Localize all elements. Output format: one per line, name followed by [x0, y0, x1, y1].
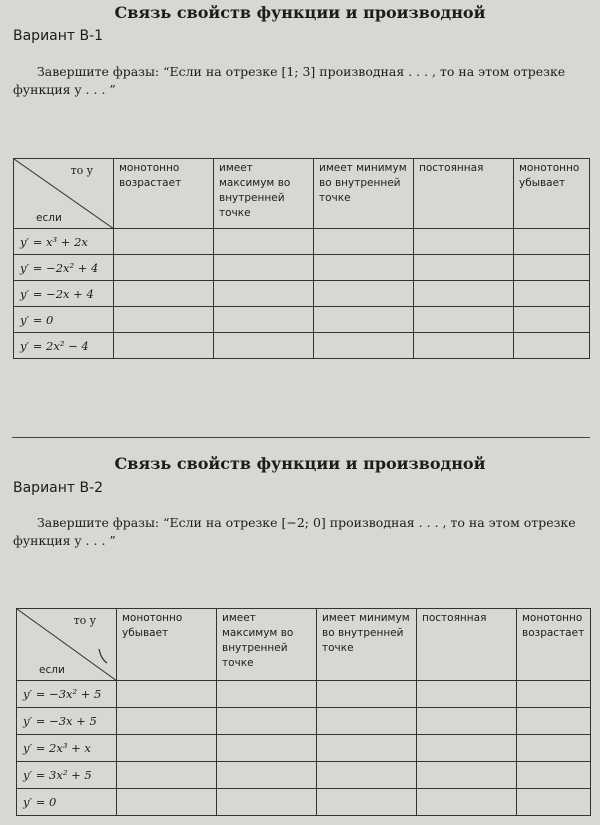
answer-cell[interactable] [214, 255, 314, 281]
column-header: имеет минимум во внутренней точке [314, 159, 414, 229]
answer-cell[interactable] [514, 307, 590, 333]
answer-cell[interactable] [114, 229, 214, 255]
corner-label-bottom: если [36, 212, 62, 224]
row-function: y′ = 0 [17, 789, 117, 816]
answer-cell[interactable] [517, 681, 591, 708]
corner-label-bottom: если [39, 664, 65, 676]
answer-cell[interactable] [517, 735, 591, 762]
answer-cell[interactable] [417, 681, 517, 708]
table-row [17, 735, 591, 762]
answer-cell[interactable] [414, 229, 514, 255]
row-function: y′ = 2x³ + x [17, 735, 117, 762]
answer-cell[interactable] [414, 255, 514, 281]
variant2-table [16, 608, 591, 816]
variant2-task-text: Завершите фразы: “Если на отрезке [−2; 0] производная . . . , то на этом отрезке функция y . . . ” [13, 515, 576, 548]
variant1-title: Связь свойств функции и производной [114, 3, 486, 22]
row-function: y′ = −3x + 5 [17, 708, 117, 735]
row-function: y′ = −2x² + 4 [14, 255, 114, 281]
row-function: y′ = 2x² − 4 [14, 333, 114, 359]
answer-cell[interactable] [117, 789, 217, 816]
answer-cell[interactable] [514, 333, 590, 359]
variant1-header-row [14, 159, 590, 229]
variant1-task-text: Завершите фразы: “Если на отрезке [1; 3] производная . . . , то на этом отрезке функция y . . . ” [13, 64, 566, 97]
variant2-title: Связь свойств функции и производной [114, 454, 486, 473]
row-function: y′ = −2x + 4 [14, 281, 114, 307]
table-row [14, 281, 590, 307]
answer-cell[interactable] [214, 281, 314, 307]
variant1-label: Вариант В-1 [13, 28, 104, 44]
answer-cell[interactable] [317, 735, 417, 762]
row-function: y′ = 0 [14, 307, 114, 333]
corner-diagonal-line [14, 159, 114, 229]
row-function: y′ = x³ + 2x [14, 229, 114, 255]
answer-cell[interactable] [414, 333, 514, 359]
answer-cell[interactable] [317, 708, 417, 735]
column-header: постоянная [417, 609, 517, 681]
table-row [14, 307, 590, 333]
column-header: постоянная [414, 159, 514, 229]
column-header: имеет максимум во внутренней точке [217, 609, 317, 681]
answer-cell[interactable] [317, 762, 417, 789]
table-row [14, 255, 590, 281]
answer-cell[interactable] [314, 281, 414, 307]
answer-cell[interactable] [117, 735, 217, 762]
variant2-header-row [17, 609, 591, 681]
answer-cell[interactable] [114, 307, 214, 333]
answer-cell[interactable] [214, 229, 314, 255]
answer-cell[interactable] [417, 789, 517, 816]
answer-cell[interactable] [217, 681, 317, 708]
answer-cell[interactable] [314, 333, 414, 359]
answer-cell[interactable] [517, 708, 591, 735]
answer-cell[interactable] [514, 255, 590, 281]
row-function: y′ = 3x² + 5 [17, 762, 117, 789]
answer-cell[interactable] [414, 307, 514, 333]
column-header: монотонно возрастает [114, 159, 214, 229]
answer-cell[interactable] [514, 229, 590, 255]
table-row [17, 681, 591, 708]
answer-cell[interactable] [314, 307, 414, 333]
corner-label-top: то y [70, 164, 93, 177]
answer-cell[interactable] [114, 333, 214, 359]
answer-cell[interactable] [117, 708, 217, 735]
answer-cell[interactable] [317, 789, 417, 816]
column-header: монотонно убывает [117, 609, 217, 681]
answer-cell[interactable] [217, 735, 317, 762]
answer-cell[interactable] [217, 789, 317, 816]
answer-cell[interactable] [517, 789, 591, 816]
answer-cell[interactable] [414, 281, 514, 307]
row-function: y′ = −3x² + 5 [17, 681, 117, 708]
table-row [17, 789, 591, 816]
answer-cell[interactable] [317, 681, 417, 708]
column-header: имеет минимум во внутренней точке [317, 609, 417, 681]
table-row [17, 708, 591, 735]
answer-cell[interactable] [314, 255, 414, 281]
section-divider [12, 437, 590, 438]
answer-cell[interactable] [114, 281, 214, 307]
answer-cell[interactable] [214, 307, 314, 333]
corner-label-top: то y [73, 614, 96, 627]
answer-cell[interactable] [417, 708, 517, 735]
column-header: имеет максимум во внутренней точке [214, 159, 314, 229]
answer-cell[interactable] [214, 333, 314, 359]
column-header: монотонно возрастает [517, 609, 591, 681]
answer-cell[interactable] [417, 735, 517, 762]
table-row [14, 229, 590, 255]
corner-diagonal-line [17, 609, 117, 681]
answer-cell[interactable] [217, 762, 317, 789]
answer-cell[interactable] [217, 708, 317, 735]
variant2-corner-cell [17, 609, 117, 681]
table-row [17, 762, 591, 789]
variant1-table [13, 158, 590, 359]
answer-cell[interactable] [517, 762, 591, 789]
answer-cell[interactable] [514, 281, 590, 307]
table-row [14, 333, 590, 359]
column-header: монотонно убывает [514, 159, 590, 229]
variant2-label: Вариант В-2 [13, 480, 104, 496]
answer-cell[interactable] [114, 255, 214, 281]
answer-cell[interactable] [314, 229, 414, 255]
answer-cell[interactable] [117, 681, 217, 708]
answer-cell[interactable] [117, 762, 217, 789]
answer-cell[interactable] [417, 762, 517, 789]
variant1-corner-cell [14, 159, 114, 229]
